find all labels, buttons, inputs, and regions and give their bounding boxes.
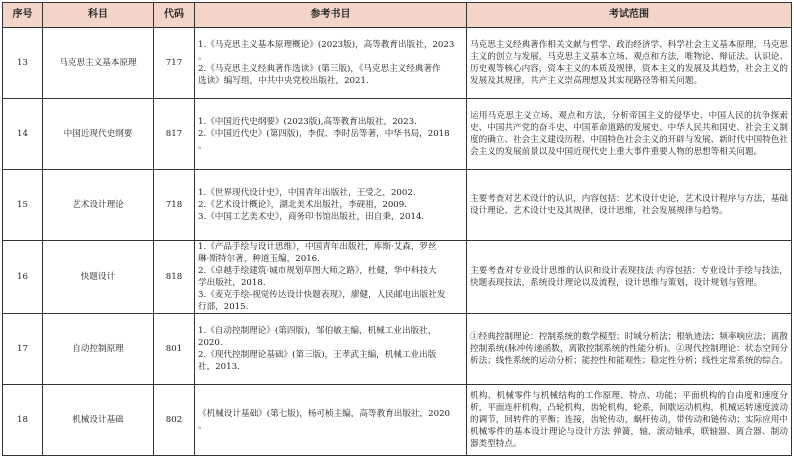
row-refs (195, 314, 467, 385)
ref-line: 1.《世界现代设计史》，中国青年出版社，王受之，2002. (198, 188, 416, 198)
row-code: 818 (154, 241, 195, 314)
exam-syllabus-table (2, 2, 792, 456)
table-header-row (3, 3, 792, 28)
row-subject: 自动控制原理 (43, 314, 154, 385)
ref-line: 2.《中国近代史》(第四版)，李侃、李时岳等著，中华书局，2018 (198, 129, 450, 139)
row-code: 802 (154, 385, 195, 456)
ref-line: 琳·斯特尔著，种道玉编，2016. (198, 254, 320, 264)
ref-line: 学出版社，2018. (198, 278, 266, 288)
table-row (3, 99, 792, 170)
ref-line: 3.《麦克手绘-视觉传达设计快题表现》，廖健，人民邮电出版社发 (198, 290, 446, 300)
row-scope: 运用马克思主义立场、观点和方法，分析帝国主义的侵华史、中国人民的抗争探索史、中国共产党的奋斗史、中国革命道路的发展史、中华人民共和国史、社会主义制度的确立、社会主义建设历程、中国特色社会主义的开辟与发展、新时代中国特色社会主义的发展前景以及中国近现代史上重大事件重要人物的思想等相关问题。 (467, 99, 792, 170)
row-scope: 机构、机械零件与机械结构的工作原理、特点、功能；平面机构的自由度和速度分析，平面连杆机构，凸轮机构，齿轮机构，轮系，间歇运动机构，机械运转速度波动的调节，回转件的平衡；连接，齿轮传动，蜗杆传动，带传动和链传动；实际应用中机械零件的基本设计理论与设计方法 弹簧，轴，滚动轴承，联轴器、离合器、制动器类型特点。 (467, 385, 792, 456)
ref-line: 2020. (198, 338, 223, 348)
ref-line: 《机械设计基础》(第七版)，杨可桢主编，高等教育出版社，2020 (198, 409, 451, 419)
table-row (3, 385, 792, 456)
row-code: 718 (154, 170, 195, 241)
row-scope: 马克思主义经典著作相关文献与哲学、政治经济学、科学社会主义基本原理，马克思主义的创立与发展，马克思主义基本立场、观点和方法，唯物论、辩证法、认识论、历史观等核心内容，资本主义的本质及规律，资本主义的发展及其趋势，社会主义的发展及其规律，共产主义崇高理想及其实现路径等相关问题。 (467, 28, 792, 99)
row-seq: 17 (3, 314, 43, 385)
row-subject: 马克思主义基本原理 (43, 28, 154, 99)
row-refs (195, 99, 467, 170)
row-code: 801 (154, 314, 195, 385)
row-subject: 快题设计 (43, 241, 154, 314)
row-refs (195, 385, 467, 456)
row-code: 817 (154, 99, 195, 170)
row-seq: 14 (3, 99, 43, 170)
row-subject: 机械设计基础 (43, 385, 154, 456)
ref-line: 2.《现代控制理论基础》(第三版)，王孝武主编，机械工业出版 (198, 350, 437, 360)
row-code: 717 (154, 28, 195, 99)
ref-line: 。 (198, 421, 207, 431)
header-code: 代码 (154, 3, 195, 28)
header-subject: 科目 (43, 3, 154, 28)
ref-line: 。 (198, 141, 207, 151)
row-seq: 18 (3, 385, 43, 456)
row-scope: 主要考查对艺术设计的认识，内容包括：艺术设计史论，艺术设计程序与方法，基础设计理论、艺术设计史及其规律，设计思维，社会发展规律与趋势。 (467, 170, 792, 241)
row-subject: 艺术设计理论 (43, 170, 154, 241)
ref-line: 2.《卓越手绘建筑·城市规划草图大师之路》，杜健，华中科技大 (198, 266, 437, 276)
ref-line: 2.《艺术设计概论》，湖北美术出版社，李砚祖，2009. (198, 200, 407, 210)
row-refs (195, 241, 467, 314)
header-refs: 参考书目 (195, 3, 467, 28)
ref-line: 。 (198, 52, 207, 62)
row-scope: ①经典控制理论：控制系统的数学模型；时域分析法；根轨迹法；频率响应法；离散控制系统(脉冲传递函数，离散控制系统的性能分析)。②现代控制理论：状态空间分析法；线性系统的运动分析；能控性和能观性；稳定性分析；线性定常系统的综合。 (467, 314, 792, 385)
header-seq: 序号 (3, 3, 43, 28)
ref-line: 1.《自动控制理论》(第四版)，邹伯敏主编，机械工业出版社， (198, 326, 437, 336)
header-scope: 考试范围 (467, 3, 792, 28)
table-row (3, 170, 792, 241)
row-refs (195, 28, 467, 99)
row-seq: 15 (3, 170, 43, 241)
ref-line: 2.《马克思主义经典著作选读》(第三版)，《马克思主义经典著作 (198, 64, 441, 74)
ref-line: 社，2013. (198, 362, 240, 372)
ref-line: 1.《马克思主义基本原理概论》(2023版)，高等教育出版社，2023 (198, 40, 455, 50)
ref-line: 3.《中国工艺美术史》，商务印书馆出版社，田自秉，2014. (198, 212, 425, 222)
table-row (3, 28, 792, 99)
table-row (3, 314, 792, 385)
ref-line: 行部，2015. (198, 302, 249, 312)
row-subject: 中国近现代史纲要 (43, 99, 154, 170)
ref-line: 1.《中国近代史纲要》(2023版),高等教育出版社，2023. (198, 117, 417, 127)
row-seq: 16 (3, 241, 43, 314)
ref-line: 1.《产品手绘与设计思维》，中国青年出版社，库斯·艾森，罗丝 (198, 242, 437, 252)
row-scope: 主要考查对专业设计思维的认识和设计表现技法 内容包括：专业设计手绘与技法，快题表现技法，系统设计理论以及流程，设计思维与策划，设计规划与管理。 (467, 241, 792, 314)
ref-line: 选读》编写组，中共中央党校出版社，2021. (198, 76, 369, 86)
row-seq: 13 (3, 28, 43, 99)
row-refs (195, 170, 467, 241)
table-row (3, 241, 792, 314)
